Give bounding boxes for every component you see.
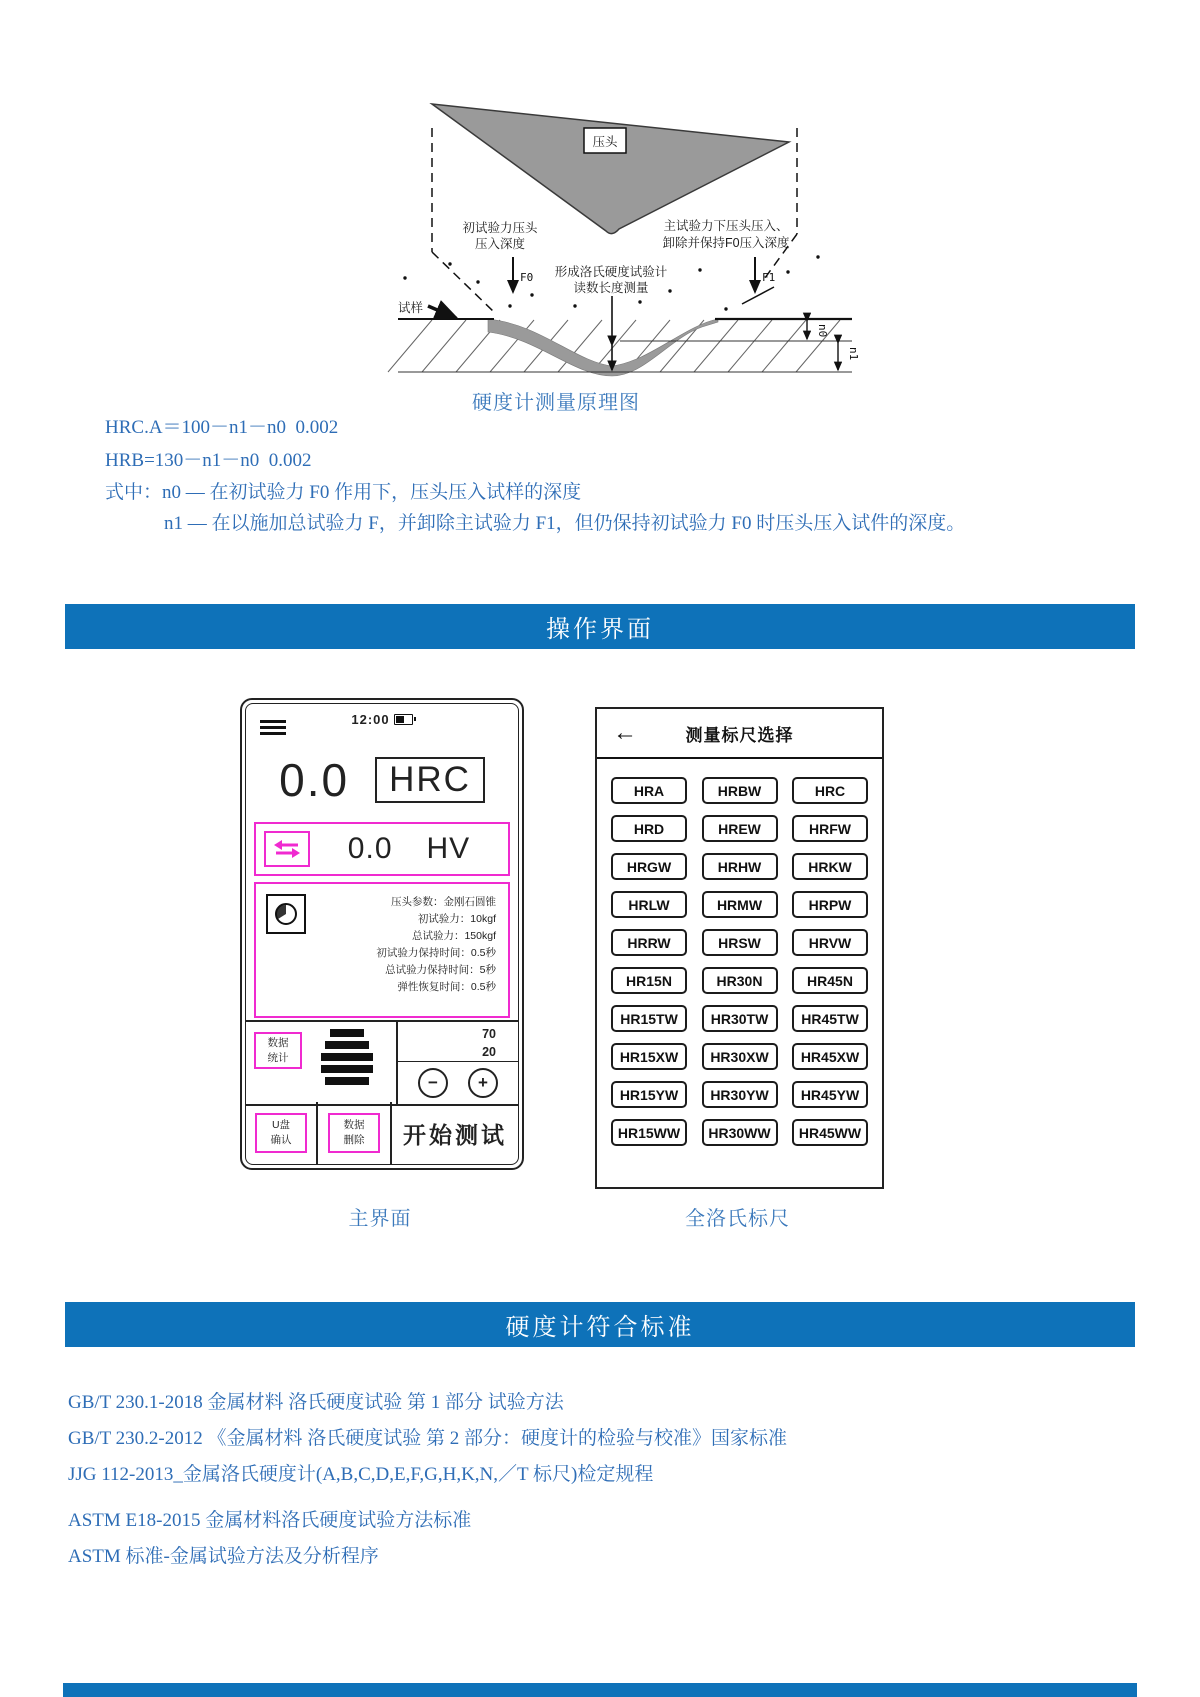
standards-list bbox=[68, 1385, 1168, 1575]
usb-confirm-button[interactable]: U盘 确认 bbox=[255, 1113, 307, 1152]
scale-button-hrkw[interactable]: HRKW bbox=[792, 853, 868, 880]
center-measure-label-2: 读数长度测量 bbox=[573, 281, 649, 295]
param-line: 初试验力：10kgf bbox=[417, 913, 496, 925]
scale-row bbox=[611, 967, 868, 994]
scale-row bbox=[611, 929, 868, 956]
standard-line: ASTM E18-2015 金属材料洛氏硬度试验方法标准 bbox=[68, 1510, 472, 1531]
scale-button-hr30xw[interactable]: HR30XW bbox=[702, 1043, 778, 1070]
count-top: 70 bbox=[482, 1027, 496, 1041]
param-line: 压头参数：金刚石圆锥 bbox=[391, 896, 496, 908]
scale-button-hra[interactable]: HRA bbox=[611, 777, 687, 804]
center-measure-label-1: 形成洛氏硬度试验计 bbox=[554, 265, 668, 279]
main-screen-mockup bbox=[240, 698, 524, 1170]
section-banner-operation: 操作界面 bbox=[65, 604, 1135, 649]
scale-button-hr45xw[interactable]: HR45XW bbox=[792, 1043, 868, 1070]
scale-button-hrbw[interactable]: HRBW bbox=[702, 777, 778, 804]
right-depth-label-1: 主试验力下压头压入、 bbox=[663, 219, 789, 233]
scale-row bbox=[611, 777, 868, 804]
scale-row bbox=[611, 853, 868, 880]
scale-button-hrvw[interactable]: HRVW bbox=[792, 929, 868, 956]
scale-select-mockup bbox=[595, 707, 884, 1189]
f0-label: F0 bbox=[520, 271, 534, 284]
scale-button-hr45ww[interactable]: HR45WW bbox=[792, 1119, 868, 1146]
scale-button-hrgw[interactable]: HRGW bbox=[611, 853, 687, 880]
scale-button-hr30ww[interactable]: HR30WW bbox=[702, 1119, 778, 1146]
f1-label: F1 bbox=[762, 271, 776, 284]
main-scale-selector[interactable]: HRC bbox=[375, 757, 485, 803]
increment-button[interactable]: + bbox=[468, 1068, 498, 1098]
scale-button-hr45n[interactable]: HR45N bbox=[792, 967, 868, 994]
scale-button-hrsw[interactable]: HRSW bbox=[702, 929, 778, 956]
n1-label: n1 bbox=[847, 347, 860, 361]
scale-button-hr45yw[interactable]: HR45YW bbox=[792, 1081, 868, 1108]
scale-button-hr30tw[interactable]: HR30TW bbox=[702, 1005, 778, 1032]
n0-label: n0 bbox=[816, 324, 829, 338]
measurement-principle-diagram bbox=[370, 82, 860, 382]
scale-row bbox=[611, 1081, 868, 1108]
scale-button-hr15xw[interactable]: HR15XW bbox=[611, 1043, 687, 1070]
test-parameters-panel[interactable] bbox=[254, 882, 510, 1018]
main-screen-caption: 主界面 bbox=[348, 1208, 412, 1230]
param-line: 总试验力：150kgf bbox=[411, 930, 496, 942]
section-banner-standards: 硬度计符合标准 bbox=[65, 1302, 1135, 1347]
diagram-caption: 硬度计测量原理图 bbox=[472, 392, 640, 414]
scale-row bbox=[611, 1119, 868, 1146]
count-display bbox=[398, 1022, 518, 1062]
scale-button-hr45tw[interactable]: HR45TW bbox=[792, 1005, 868, 1032]
scale-grid bbox=[597, 759, 882, 1146]
scale-select-title: 测量标尺选择 bbox=[685, 725, 794, 745]
specimen-label: 试样 bbox=[398, 301, 424, 315]
back-arrow-icon[interactable]: ← bbox=[613, 719, 637, 746]
left-depth-label-2: 压入深度 bbox=[474, 237, 526, 251]
scale-screen-caption: 全洛氏标尺 bbox=[685, 1208, 790, 1230]
conversion-row bbox=[254, 822, 510, 876]
standard-line: GB/T 230.1-2018 金属材料 洛氏硬度试验 第 1 部分 试验方法 bbox=[68, 1392, 564, 1413]
scale-button-hr15n[interactable]: HR15N bbox=[611, 967, 687, 994]
swap-icon[interactable] bbox=[264, 831, 310, 867]
scale-button-hrlw[interactable]: HRLW bbox=[611, 891, 687, 918]
indenter-label: 压头 bbox=[592, 135, 618, 149]
left-depth-label-1: 初试验力压头 bbox=[462, 221, 538, 235]
standard-line: JJG 112-2013_金属洛氏硬度计(A,B,C,D,E,F,G,H,K,N,／T 标尺)检定规程 bbox=[68, 1464, 654, 1485]
param-line: 初试验力保持时间：0.5秒 bbox=[376, 947, 496, 959]
scale-button-hrhw[interactable]: HRHW bbox=[702, 853, 778, 880]
bottom-banner-strip bbox=[63, 1683, 1137, 1697]
param-line: 总试验力保持时间：5秒 bbox=[385, 964, 496, 976]
main-reading-row bbox=[246, 750, 518, 810]
scale-button-hrc[interactable]: HRC bbox=[792, 777, 868, 804]
param-list bbox=[376, 894, 496, 996]
bottom-button-row bbox=[246, 1102, 518, 1164]
indenter-shape bbox=[432, 104, 789, 234]
standard-line: GB/T 230.2-2012 《金属材料 洛氏硬度试验 第 2 部分：硬度计的检验与校准》国家标准 bbox=[68, 1428, 788, 1449]
formula-hrc: HRC.A＝100－n1－n0 0.002 bbox=[105, 417, 339, 438]
statistics-left-cell bbox=[246, 1022, 398, 1104]
scale-button-hrd[interactable]: HRD bbox=[611, 815, 687, 842]
formula-note-n1: n1 — 在以施加总试验力 F，并卸除主试验力 F1，但仍保持初试验力 F0 时压头压入试件的深度。 bbox=[164, 513, 966, 534]
indentation-band bbox=[488, 319, 718, 376]
formula-note-n0: 式中：n0 — 在初试验力 F0 作用下，压头压入试样的深度 bbox=[105, 482, 582, 503]
scale-button-hr15yw[interactable]: HR15YW bbox=[611, 1081, 687, 1108]
status-bar bbox=[246, 712, 518, 727]
statistics-right-cell bbox=[398, 1022, 518, 1104]
converted-scale: HV bbox=[426, 832, 471, 865]
decrement-button[interactable]: − bbox=[418, 1068, 448, 1098]
scale-button-hr30yw[interactable]: HR30YW bbox=[702, 1081, 778, 1108]
standard-line: ASTM 标准-金属试验方法及分析程序 bbox=[68, 1546, 379, 1567]
right-depth-label-2: 卸除并保持F0压入深度 bbox=[662, 236, 790, 250]
scale-row bbox=[611, 1043, 868, 1070]
histogram-icon bbox=[304, 1029, 390, 1085]
scale-select-header bbox=[597, 709, 882, 759]
scale-button-hr15ww[interactable]: HR15WW bbox=[611, 1119, 687, 1146]
formula-hrb: HRB=130－n1－n0 0.002 bbox=[105, 450, 312, 471]
main-hardness-value: 0.0 bbox=[279, 754, 350, 806]
data-delete-button[interactable]: 数据 删除 bbox=[328, 1113, 380, 1152]
scale-row bbox=[611, 891, 868, 918]
scale-button-hr30n[interactable]: HR30N bbox=[702, 967, 778, 994]
scale-button-hrrw[interactable]: HRRW bbox=[611, 929, 687, 956]
scale-button-hr15tw[interactable]: HR15TW bbox=[611, 1005, 687, 1032]
scale-button-hrpw[interactable]: HRPW bbox=[792, 891, 868, 918]
scale-button-hrmw[interactable]: HRMW bbox=[702, 891, 778, 918]
scale-button-hrew[interactable]: HREW bbox=[702, 815, 778, 842]
scale-button-hrfw[interactable]: HRFW bbox=[792, 815, 868, 842]
start-test-button[interactable]: 开始测试 bbox=[403, 1121, 507, 1148]
scale-row bbox=[611, 815, 868, 842]
param-line: 弹性恢复时间：0.5秒 bbox=[397, 981, 496, 993]
timer-icon bbox=[266, 894, 306, 934]
status-time: 12:00 bbox=[351, 712, 390, 727]
data-statistics-button[interactable]: 数据 统计 bbox=[254, 1032, 302, 1069]
main-screen-body bbox=[245, 703, 519, 1165]
count-bottom: 20 bbox=[482, 1045, 496, 1060]
hatching bbox=[388, 320, 840, 372]
converted-value: 0.0 bbox=[347, 832, 393, 865]
battery-icon bbox=[394, 714, 413, 725]
scale-row bbox=[611, 1005, 868, 1032]
statistics-section bbox=[246, 1020, 518, 1106]
